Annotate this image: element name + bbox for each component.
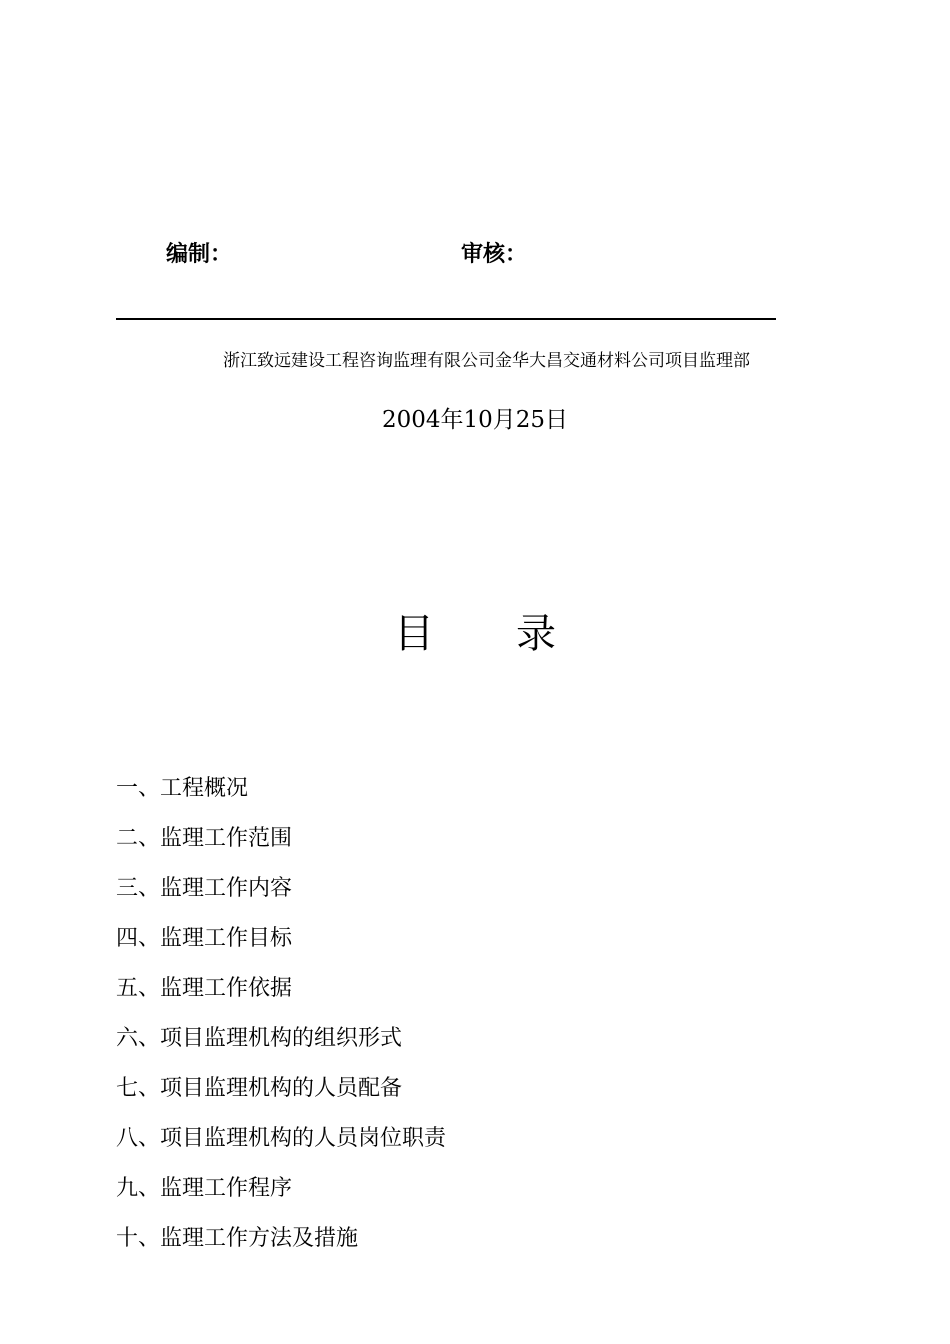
prepared-by-label: 编制： <box>166 242 233 267</box>
toc-heading <box>0 606 950 662</box>
toc-item: 五、监理工作依据 <box>116 976 293 1001</box>
toc-heading-part2: 录 <box>516 611 556 657</box>
toc-item: 十、监理工作方法及措施 <box>116 1226 359 1251</box>
document-date: 2004年10月25日 <box>381 407 569 433</box>
toc-item: 六、项目监理机构的组织形式 <box>116 1026 403 1051</box>
toc-item: 三、监理工作内容 <box>116 876 293 901</box>
toc-item: 二、监理工作范围 <box>116 826 293 851</box>
toc-item: 四、监理工作目标 <box>116 926 293 951</box>
reviewed-by-label: 审核： <box>461 242 528 267</box>
toc-list <box>116 764 446 1264</box>
toc-item: 九、监理工作程序 <box>116 1176 293 1201</box>
toc-item: 一、工程概况 <box>116 776 249 801</box>
toc-item: 七、项目监理机构的人员配备 <box>116 1076 403 1101</box>
horizontal-divider <box>116 318 776 320</box>
organization-line <box>0 347 950 375</box>
toc-heading-part1: 目 <box>394 611 434 657</box>
toc-item: 八、项目监理机构的人员岗位职责 <box>116 1126 447 1151</box>
organization-name: 浙江致远建设工程咨询监理有限公司金华大昌交通材料公司项目监理部 <box>223 351 750 371</box>
